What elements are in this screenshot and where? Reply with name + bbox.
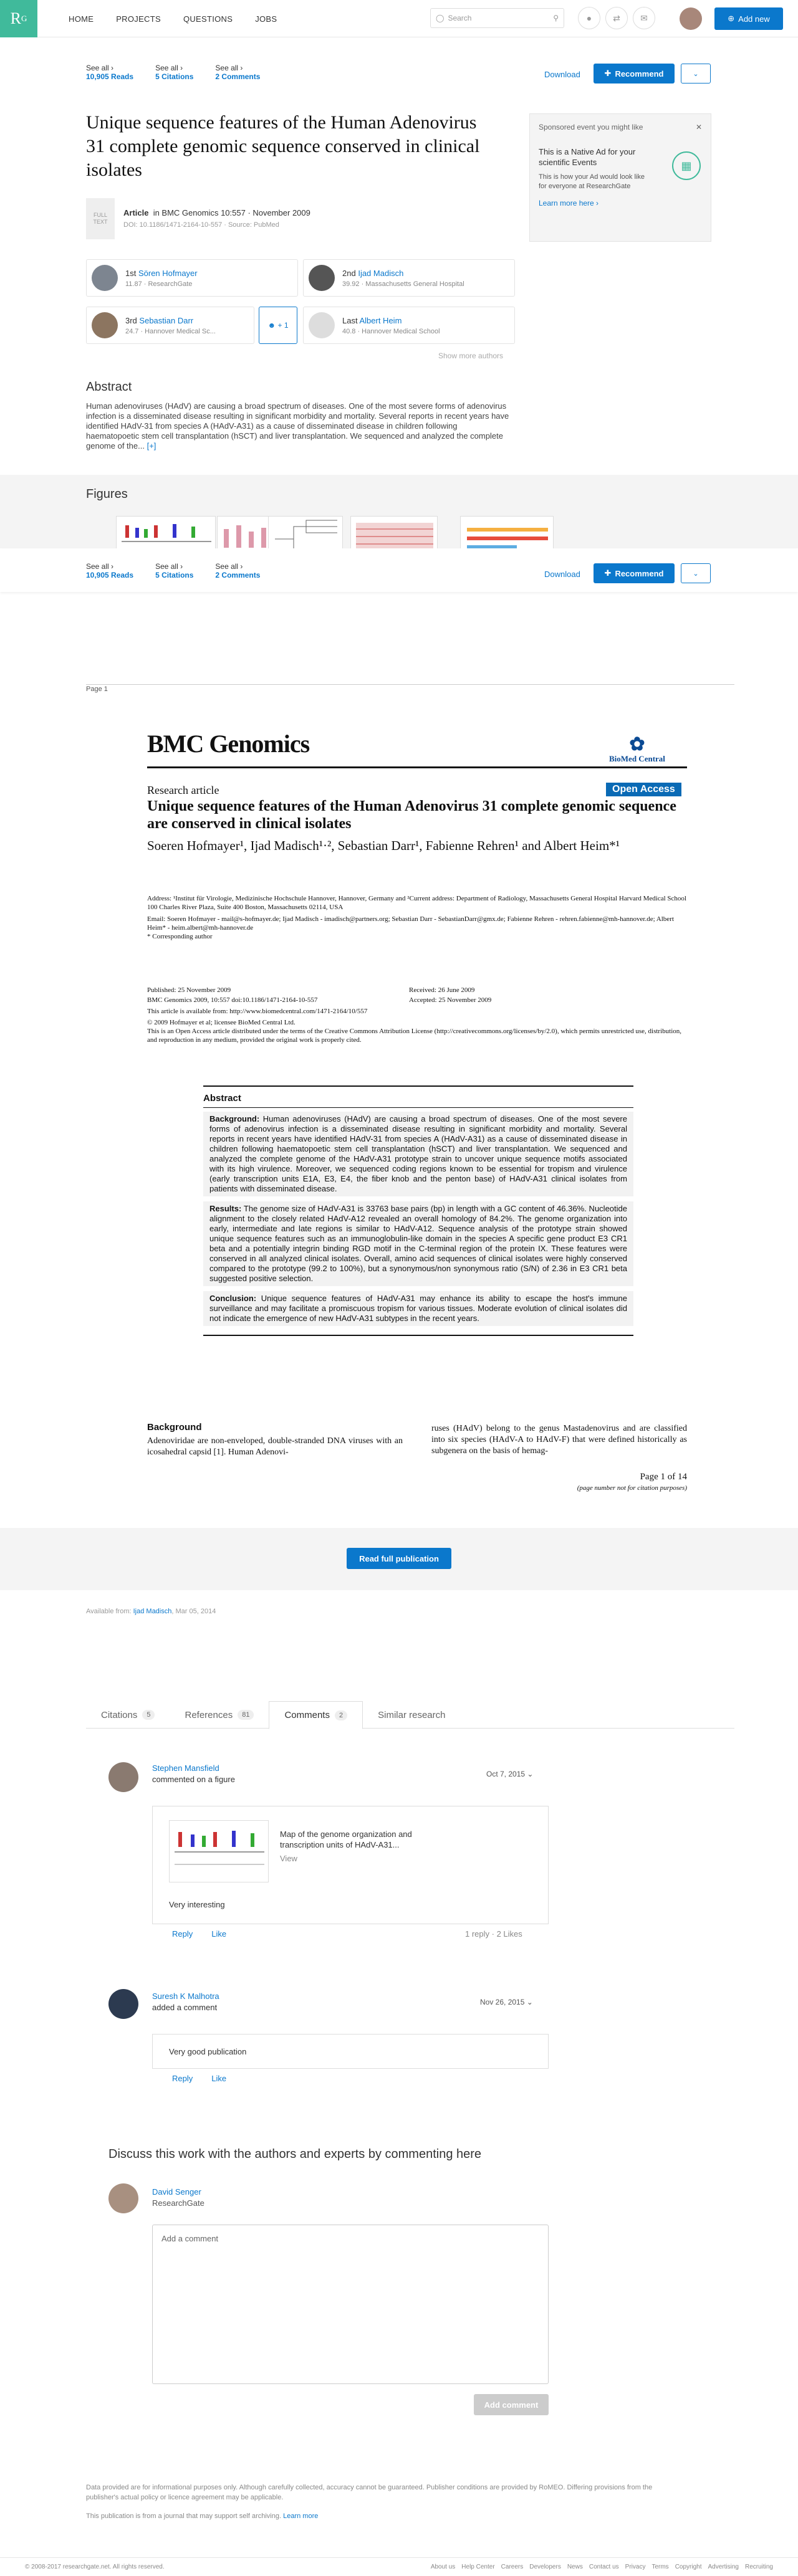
author-position: Last xyxy=(342,315,358,325)
article-type-label: Research article xyxy=(147,784,219,796)
stat-value: 2 Comments xyxy=(215,571,261,580)
plus-icon: ⊕ xyxy=(728,14,735,23)
comment-figure-thumbnail[interactable] xyxy=(169,1820,269,1882)
archiving-text: This publication is from a journal that may support self archiving. xyxy=(86,2512,282,2520)
chevron-down-icon: ⌄ xyxy=(693,570,699,578)
author-name[interactable]: Sebastian Darr xyxy=(139,315,194,325)
footer-link[interactable]: News xyxy=(567,2564,583,2570)
tab-count: 5 xyxy=(142,1710,155,1720)
footer-link[interactable]: About us xyxy=(430,2564,456,2570)
author-card[interactable] xyxy=(86,259,298,297)
recommend-label: Recommend xyxy=(615,568,664,578)
search-placeholder: Search xyxy=(448,14,472,22)
publication-title: Unique sequence features of the Human Adenovirus 31 complete genomic sequence conserved in clinical isolates xyxy=(86,112,480,180)
publication-tabs xyxy=(86,1701,734,1729)
page-divider xyxy=(86,684,734,685)
doc-corresponding: * Corresponding author xyxy=(147,933,213,940)
section-label: Results: xyxy=(209,1204,242,1213)
data-disclaimer xyxy=(86,2483,685,2521)
recommend-icon: ✚ xyxy=(604,69,612,78)
doc-abstract-title: Abstract xyxy=(203,1093,633,1108)
stat-label: See all › xyxy=(155,562,183,571)
stat-value: 2 Comments xyxy=(215,72,261,81)
person-icon: ☻ xyxy=(267,321,276,330)
ad-body: This is a Native Ad for your scientific Events xyxy=(539,147,636,167)
commenter-avatar[interactable] xyxy=(108,1762,138,1792)
stat-value: 10,905 Reads xyxy=(86,72,134,81)
current-user-avatar[interactable] xyxy=(108,2183,138,2213)
publisher-logo: ✿ BioMed Central xyxy=(609,734,665,763)
section-label: Conclusion: xyxy=(209,1294,257,1303)
doc-received: Received: 26 June 2009 xyxy=(409,986,475,994)
show-more-authors-link[interactable]: Show more authors xyxy=(438,351,504,360)
uploader-link[interactable]: Ijad Madisch xyxy=(133,1608,172,1615)
footer-links xyxy=(431,2564,773,2570)
tab-count: 81 xyxy=(238,1710,254,1720)
author-position: 2nd xyxy=(342,268,356,278)
stat-value: 5 Citations xyxy=(155,571,194,580)
doc-available[interactable]: This article is available from: http://www.biomedcentral.com/1471-2164/10/557 xyxy=(147,1008,368,1015)
publication-meta xyxy=(86,198,310,239)
add-new-button[interactable] xyxy=(714,7,783,30)
page-label: Page 1 xyxy=(86,685,108,693)
available-date: , Mar 05, 2014 xyxy=(171,1608,216,1615)
reply-button[interactable]: Reply xyxy=(172,2074,193,2083)
recommend-label: Recommend xyxy=(615,69,664,79)
add-new-label: Add new xyxy=(738,14,770,24)
journal-line[interactable]: in BMC Genomics 10:557 · November 2009 xyxy=(153,208,310,217)
top-bar xyxy=(0,0,798,37)
like-button[interactable]: Like xyxy=(211,2074,227,2083)
search-input[interactable] xyxy=(430,8,564,28)
doc-page-note: (page number not for citation purposes) xyxy=(577,1484,687,1492)
genome-map-figure xyxy=(170,1821,269,1883)
abstract-body: Human adenoviruses (HAdV) are causing a broad spectrum of diseases. One of the most severe forms of adenovirus infection is a disseminated disease resulting in significant morbidity and mortality. Several reports in recent years have identified HAdV-31 from species A (HAdV-A31) as a cause of disseminated disease in children following haematopoetic stem cell transplantation (hSCT) and liver transplantation. We sequenced and analyzed the complete genome of the... xyxy=(86,401,509,451)
more-authors-button[interactable] xyxy=(259,307,297,344)
full-text-thumbnail[interactable]: FULL TEXT xyxy=(86,198,115,239)
doc-abstract-background xyxy=(203,1112,633,1196)
open-access-badge: Open Access xyxy=(606,783,681,796)
footer-link[interactable]: Help Center xyxy=(461,2564,495,2570)
user-icon: ◯ xyxy=(436,14,445,22)
author-avatar[interactable] xyxy=(309,312,335,338)
publication-stats xyxy=(86,64,260,81)
sponsored-ad xyxy=(529,113,711,242)
section-text: Human adenoviruses (HAdV) are causing a broad spectrum of diseases. One of the most severe forms of adenovirus infection is a disseminated disease resulting in significant morbidity and mortality. Several reports in recent years have identified HAdV-31 from species A (HAdV-A31) as a cause of disseminated disease in children following haematopoetic stem cell transplantation (hSCT) and liver transplantation. We sequenced and analyzed the complete genome of the HAdV-A31 prototype strain to uncover unique sequence motifs associated with its high virulence. Moreover, we sequenced coding regions known to be essential for tropism and virulence (early transcription units E1A, E3, E4, the fiber knob and the penton base) of HAdV-A31 clinical isolates from patients with disseminated disease. xyxy=(209,1114,627,1193)
discuss-heading: Discuss this work with the authors and experts by commenting here xyxy=(108,2147,482,2161)
requests-icon[interactable]: ⇄ xyxy=(605,7,628,29)
author-avatar[interactable] xyxy=(92,265,118,291)
figure-view-link[interactable]: View xyxy=(280,1854,297,1863)
author-position: 1st xyxy=(125,268,137,278)
doc-email: Email: Soeren Hofmayer - mail@s-hofmayer.de; Ijad Madisch - imadisch@partners.org; Sebastian Darr - SebastianDarr@gmx.de; Fabienne Rehren - rehren.fabienne@mh-hannover.de; Albert Heim* - heim.albert@mh-hannover.de xyxy=(147,915,674,932)
author-avatar[interactable] xyxy=(92,312,118,338)
doc-title: Unique sequence features of the Human Adenovirus 31 complete genomic sequence are conserved in clinical isolates xyxy=(147,798,676,832)
notifications-icon[interactable]: ● xyxy=(578,7,600,29)
download-link[interactable]: Download xyxy=(544,70,580,79)
stat-label: See all › xyxy=(86,562,114,571)
author-info: 40.8 · Hannover Medical School xyxy=(342,327,440,335)
author-info: 11.87 · ResearchGate xyxy=(125,280,193,288)
page-footer xyxy=(0,2557,798,2576)
section-text: Unique sequence features of HAdV-A31 may enhance its ability to escape the host's immune surveillance and may facilitate a promiscuous tropism for various tissues. Moderate evolution of clinical isolates did not indicate the emergence of new HAdV-A31 subtypes in the recent years. xyxy=(209,1294,627,1323)
commenter-avatar[interactable] xyxy=(108,1989,138,2019)
author-name[interactable]: Albert Heim xyxy=(359,315,402,325)
available-prefix: Available from: xyxy=(86,1608,133,1615)
close-icon[interactable]: ✕ xyxy=(695,123,702,131)
messages-icon[interactable]: ✉ xyxy=(633,7,655,29)
logo-sup: G xyxy=(21,14,27,23)
nav-jobs[interactable]: JOBS xyxy=(255,14,277,24)
footer-link[interactable]: Recruiting xyxy=(744,2564,773,2570)
stat-value: 10,905 Reads xyxy=(86,571,134,580)
add-comment-button[interactable]: Add comment xyxy=(474,2394,549,2415)
author-card[interactable] xyxy=(303,259,515,297)
tab-count: 2 xyxy=(335,1710,347,1720)
author-name[interactable]: Ijad Madisch xyxy=(358,268,404,278)
footer-link[interactable]: Terms xyxy=(651,2564,669,2570)
header-rule xyxy=(147,766,687,768)
ad-header: Sponsored event you might like xyxy=(539,123,643,131)
comment-placeholder: Add a comment xyxy=(161,2234,219,2243)
recommend-button[interactable] xyxy=(594,64,675,83)
stat-label: See all › xyxy=(86,64,114,72)
tab-label: References xyxy=(185,1709,233,1720)
reply-button[interactable]: Reply xyxy=(172,1929,193,1939)
doc-body-col2: ruses (HAdV) belong to the genus Mastadenovirus and are classified into six species (HAdV-A to HAdV-F) that were defined historically as subgenera on the basis of hemag- xyxy=(431,1424,687,1456)
search-icon[interactable]: ⚲ xyxy=(553,14,559,22)
author-avatar[interactable] xyxy=(309,265,335,291)
comment-actions xyxy=(172,2074,226,2083)
comment-text: Very interesting xyxy=(169,1900,225,1909)
doc-citation: BMC Genomics 2009, 10:557 doi:10.1186/1471-2164-10-557 xyxy=(147,996,318,1004)
abstract-heading: Abstract xyxy=(86,380,132,394)
figure-caption: Map of the genome organization and transcription units of HAdV-A31... xyxy=(280,1829,412,1849)
doc-body-heading: Background xyxy=(147,1422,202,1433)
tab-label: Citations xyxy=(101,1709,138,1720)
footer-link[interactable]: Contact us xyxy=(589,2564,619,2570)
ad-sub: This is how your Ad would look like for everyone at ResearchGate xyxy=(539,173,645,190)
date-text: Nov 26, 2015 xyxy=(480,1998,525,2006)
doc-copyright: © 2009 Hofmayer et al; licensee BioMed Central Ltd. xyxy=(147,1019,296,1026)
doc-abstract-results xyxy=(203,1201,633,1286)
read-full-publication-button[interactable]: Read full publication xyxy=(347,1548,451,1569)
doc-license: This is an Open Access article distributed under the terms of the Creative Commons Attribution License (http://creativecommons.org/licenses/by/2.0), which permits unrestricted use, distribution, and reproduction in any medium, provided the original work is properly cited. xyxy=(147,1028,682,1044)
reads-stat[interactable] xyxy=(86,64,133,81)
author-name[interactable]: Sören Hofmayer xyxy=(138,268,198,278)
tab-comments[interactable] xyxy=(269,1701,363,1729)
author-info: 24.7 · Hannover Medical Sc... xyxy=(125,327,216,335)
comment-card xyxy=(152,1806,549,1924)
comment-card xyxy=(152,2034,549,2069)
author-position: 3rd xyxy=(125,315,137,325)
doc-address: Address: ¹Institut für Virologie, Medizinische Hochschule Hannover, Hannover, Germany and ²Current address: Department of Radiology, Massachusetts General Hospital Harvard Medical School 100 Charles River Plaza, Suite 400 Boston, Massachusetts 02114, USA xyxy=(147,895,686,911)
ad-learn-more-link[interactable]: Learn more here › xyxy=(539,199,599,208)
comments-stat[interactable] xyxy=(215,562,260,580)
current-user-affiliation: ResearchGate xyxy=(152,2198,204,2208)
doi-line: DOI: 10.1186/1471-2164-10-557 · Source: PubMed xyxy=(123,221,279,229)
researchgate-logo[interactable] xyxy=(0,0,37,37)
citations-stat[interactable] xyxy=(155,64,193,81)
comment-input[interactable] xyxy=(152,2225,549,2384)
available-from xyxy=(86,1608,216,1615)
footer-copyright: © 2008-2017 researchgate.net. All rights reserved. xyxy=(25,2564,165,2570)
nav-home[interactable]: HOME xyxy=(69,14,94,24)
tab-similar-research[interactable] xyxy=(363,1701,460,1729)
like-button[interactable]: Like xyxy=(211,1929,227,1939)
stat-label: See all › xyxy=(155,64,183,72)
date-text: Oct 7, 2015 xyxy=(486,1770,526,1778)
sticky-stats xyxy=(86,562,260,580)
calendar-icon: ▦ xyxy=(672,151,701,180)
nav-questions[interactable]: QUESTIONS xyxy=(183,14,233,24)
disclaimer-text: Data provided are for informational purposes only. Although carefully collected, accuracy cannot be guaranteed. Publisher conditions are provided by RoMEO. Differing provisions from the publisher's actual policy or licence agreement may be applicable. xyxy=(86,2484,653,2501)
chevron-down-icon: ⌄ xyxy=(527,1770,534,1778)
chevron-down-icon: ⌄ xyxy=(526,1998,533,2006)
current-user-name[interactable]: David Senger xyxy=(152,2187,201,2197)
recommend-button[interactable] xyxy=(594,563,675,583)
footer-link[interactable]: Privacy xyxy=(625,2564,646,2570)
user-avatar[interactable] xyxy=(680,7,702,30)
more-actions-button[interactable] xyxy=(681,64,711,83)
logo-letter: R xyxy=(10,9,21,27)
doc-abstract-box xyxy=(203,1085,633,1336)
footer-link[interactable]: Careers xyxy=(501,2564,524,2570)
stat-label: See all › xyxy=(215,64,243,72)
comment-action: added a comment xyxy=(152,2003,218,2012)
footer-link[interactable]: Copyright xyxy=(675,2564,702,2570)
stat-label: See all › xyxy=(215,562,243,571)
figures-heading: Figures xyxy=(86,487,128,501)
comment-date[interactable] xyxy=(480,1998,533,2006)
doc-page-number: Page 1 of 14 xyxy=(640,1472,687,1482)
comments-stat[interactable] xyxy=(215,64,260,81)
comment-text: Very good publication xyxy=(169,2047,247,2056)
stat-value: 5 Citations xyxy=(155,72,194,81)
abstract-text xyxy=(86,401,510,451)
author-card[interactable] xyxy=(86,307,254,344)
footer-link[interactable]: Advertising xyxy=(708,2564,739,2570)
article-type: Article xyxy=(123,208,149,217)
nav-projects[interactable]: PROJECTS xyxy=(116,14,161,24)
download-link[interactable]: Download xyxy=(544,570,580,579)
author-card[interactable] xyxy=(303,307,515,344)
journal-name: BMC Genomics xyxy=(147,730,310,758)
recommend-icon: ✚ xyxy=(604,568,612,578)
section-label: Background: xyxy=(209,1114,260,1123)
expand-abstract-button[interactable]: [+] xyxy=(147,441,156,451)
author-info: 39.92 · Massachusetts General Hospital xyxy=(342,280,464,288)
comment-date[interactable] xyxy=(486,1770,533,1778)
tab-references[interactable] xyxy=(170,1701,269,1729)
doc-body-col1: Adenoviridae are non-enveloped, double-stranded DNA viruses with an icosahedral capsid [1]. Human Adenovi- xyxy=(147,1436,403,1457)
chevron-down-icon: ⌄ xyxy=(693,70,699,78)
main-nav xyxy=(69,0,277,37)
tab-label: Similar research xyxy=(378,1709,446,1720)
commenter-name[interactable]: Stephen Mansfield xyxy=(152,1763,219,1773)
reads-stat[interactable] xyxy=(86,562,133,580)
publisher-name: BioMed Central xyxy=(609,754,665,763)
doc-published: Published: 25 November 2009 xyxy=(147,986,231,994)
more-authors-count: + 1 xyxy=(277,321,289,330)
doc-accepted: Accepted: 25 November 2009 xyxy=(409,996,492,1004)
comment-action: commented on a figure xyxy=(152,1775,235,1784)
doc-abstract-conclusion xyxy=(203,1291,633,1326)
section-text: The genome size of HAdV-A31 is 33763 base pairs (bp) in length with a GC content of 46.36%. Nucleotide alignment to the closely related HAdV-A12 revealed an overall homology of 84.2%. The genome organization into early, intermediate and late regions is similar to HAdV-A12. Sequence analysis of the prototype strain showed unique sequence features such as an immunoglobulin-like domain in the species A specific gene product E3 CR1 beta and a potentially integrin binding RGD motif in the C-terminal region of the protein IX. These features were conserved in all analyzed clinical isolates. Overall, amino acid sequences of clinical isolates were highly conserved compared to the prototype (99.2 to 100%), but a synonymous/non synonymous ratio (S/N) of 2.36 in E3 CR1 beta suggested positive selection. xyxy=(209,1204,627,1283)
tab-citations[interactable] xyxy=(86,1701,170,1729)
comment-actions xyxy=(172,1929,226,1939)
footer-link[interactable]: Developers xyxy=(529,2564,561,2570)
doc-authors: Soeren Hofmayer¹, Ijad Madisch¹·², Sebastian Darr¹, Fabienne Rehren¹ and Albert Heim*¹ xyxy=(147,838,620,853)
tab-label: Comments xyxy=(284,1710,330,1720)
citations-stat[interactable] xyxy=(155,562,193,580)
more-actions-button[interactable] xyxy=(681,563,711,583)
comment-meta: 1 reply · 2 Likes xyxy=(465,1929,522,1939)
learn-more-link[interactable]: Learn more xyxy=(283,2512,319,2520)
commenter-name[interactable]: Suresh K Malhotra xyxy=(152,1992,219,2001)
